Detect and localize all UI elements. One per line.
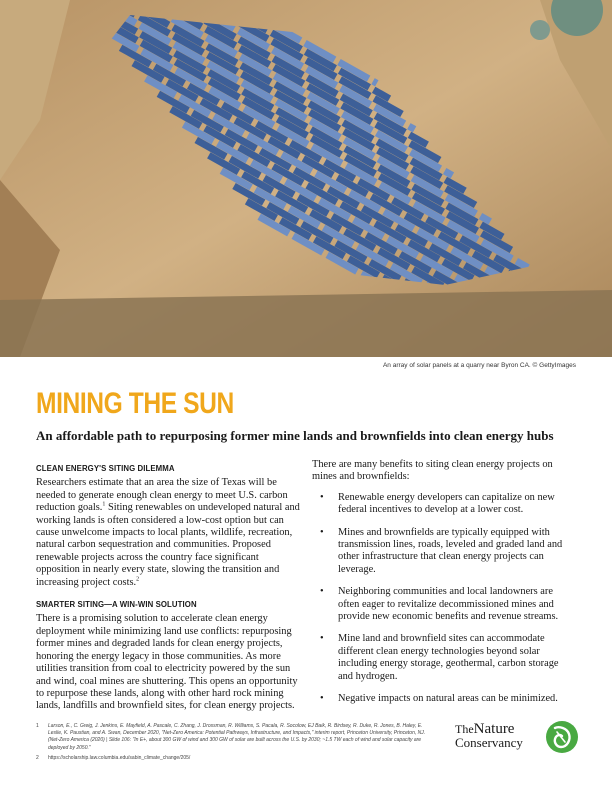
footnote-1 bbox=[36, 723, 436, 752]
bullet-icon: • bbox=[320, 526, 324, 538]
debris-area bbox=[0, 290, 612, 357]
hero-photo bbox=[0, 0, 612, 357]
footnote-ref[interactable]: 2 bbox=[136, 576, 140, 583]
page-subtitle: An affordable path to repurposing former mine lands and brownfields into clean energy hubs bbox=[36, 428, 554, 443]
page-title: MINING THE SUN bbox=[36, 387, 234, 420]
list-item bbox=[312, 527, 574, 577]
benefits-list bbox=[312, 492, 574, 706]
footnote-ref[interactable]: 1 bbox=[102, 501, 106, 508]
footnote-link[interactable]: https://scholarship.law.columbia.edu/sabin_climate_change/205/ bbox=[48, 754, 191, 761]
section-heading-smarter-siting: SMARTER SITING—A WIN-WIN SOLUTION bbox=[36, 600, 197, 610]
logo-word-conservancy: Conservancy bbox=[455, 735, 523, 750]
footnote-2 bbox=[36, 755, 436, 762]
solar-array-photo bbox=[0, 0, 612, 357]
leaf-oak-icon bbox=[545, 720, 579, 754]
list-item-text: Renewable energy developers can capitalize on new federal incentives to develop at a lower cost. bbox=[338, 491, 555, 516]
bullet-icon: • bbox=[320, 693, 324, 705]
footnotes bbox=[36, 723, 436, 765]
list-item-text: Mine land and brownfield sites can accommodate different clean energy technologies beyond solar including energy storage, geothermal, carbon storage and hydrogen. bbox=[338, 633, 559, 682]
nature-conservancy-logo[interactable] bbox=[455, 720, 580, 756]
footnote-number: 1 bbox=[36, 723, 39, 729]
right-column bbox=[312, 459, 574, 716]
list-item-text: Mines and brownfields are typically equipped with transmission lines, roads, leveled and graded land and other infrastructure that clean energy projects can leverage. bbox=[338, 526, 563, 575]
list-item bbox=[312, 586, 574, 623]
list-item bbox=[312, 693, 574, 705]
footnote-number: 2 bbox=[36, 754, 39, 761]
photo-caption: An array of solar panels at a quarry near Byron CA. © GettyImages bbox=[382, 362, 576, 369]
left-column bbox=[36, 459, 301, 713]
list-item bbox=[312, 633, 574, 683]
section-body-smarter-siting: There is a promising solution to accelerate clean energy deployment while minimizing land use conflicts: repurposing former mines and degraded lands for clean energy projects, honoring the energy legacy in those communities. As more utilities transition from coal to electricity powered by the sun and wind, coal mines are shuttering. This opens an opportunity to repurpose these lands, along with other hard rock mining lands, landfills and brownfield sites, for clean energy projects. bbox=[36, 613, 298, 712]
logo-wordmark bbox=[455, 722, 523, 749]
list-item bbox=[312, 492, 574, 517]
bullet-icon: • bbox=[320, 586, 324, 598]
list-item-text: Negative impacts on natural areas can be minimized. bbox=[338, 693, 558, 705]
body-text: Researchers estimate that an area the size of Texas will be needed to generate enough clean energy to meet U.S. carbon reduction goals. bbox=[36, 477, 288, 514]
footnote-text: Larson, E., C. Greig, J. Jenkins, E. Mayfield, A. Pascale, C. Zhang, J. Drossman, R. Williams, S. Pacala, R. Socolow, EJ Baik, R. Birdsey, R. Duke, R. Jones, B. Haley, E. Leslie, K. Paustian, and A. Swan, December 2020, "Net-Zero America: Potential Pathways, Infrastructure, and Impacts," interim report, Princeton University, Princeton, NJ. (Net-Zero America (2020) | Slide 106: "In E+, about 300 GW of wind and 300 GW of solar are built across the U.S. by 2030; ~1.5 TW each of wind and solar capacity are deployed by 2050." bbox=[48, 723, 426, 751]
bullet-icon: • bbox=[320, 491, 324, 503]
bullet-icon: • bbox=[320, 633, 324, 645]
benefits-intro: There are many benefits to siting clean energy projects on mines and brownfields: bbox=[312, 459, 553, 483]
list-item-text: Neighboring communities and local landowners are often eager to revitalize decommissioned mines and provide new economic benefits and revenue streams. bbox=[338, 586, 559, 623]
body-text: Siting renewables on undeveloped natural and working lands is often considered a low-cost option but can cause unwelcome impacts to local plants, wildlife, recreation, natural carbon sequestration and communities. Proposed renewable projects across the country face significant opposition in nearly every state, slowing the transition and increasing project costs. bbox=[36, 502, 300, 588]
logo-word-the: The bbox=[455, 722, 474, 736]
section-body-siting-dilemma bbox=[36, 477, 301, 589]
section-heading-siting-dilemma: CLEAN ENERGY'S SITING DILEMMA bbox=[36, 464, 175, 473]
storage-tank-small bbox=[530, 20, 550, 40]
logo-word-nature: Nature bbox=[473, 721, 515, 737]
